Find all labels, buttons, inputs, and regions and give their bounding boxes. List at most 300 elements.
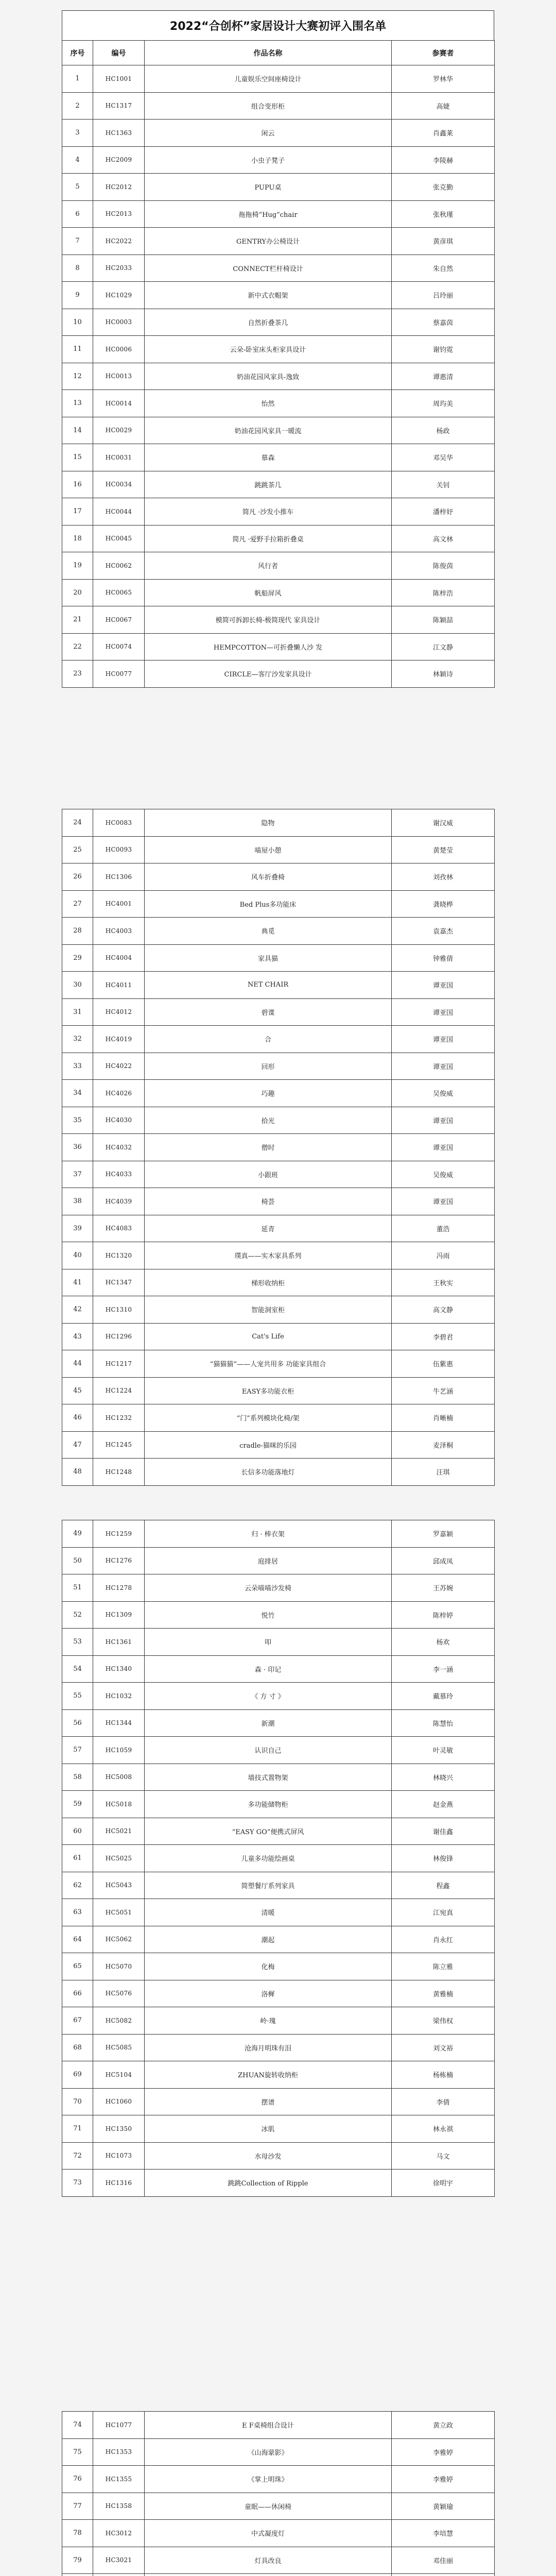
row-name: GENTRY办公椅设计 — [145, 228, 392, 255]
row-author: 江文静 — [392, 633, 495, 660]
row-code: HC1363 — [93, 120, 145, 147]
row-code: HC1317 — [93, 92, 145, 120]
row-no: 60 — [62, 1818, 93, 1845]
row-name: 风车折叠椅 — [145, 863, 392, 891]
row-author: 谭亚国 — [392, 1053, 495, 1080]
row-name: 自然折叠茶几 — [145, 309, 392, 336]
table-row — [62, 1709, 495, 1737]
table-row — [62, 579, 495, 606]
table-row — [62, 390, 495, 417]
table-row — [62, 1350, 495, 1378]
row-name: 拖拖椅“Hug”chair — [145, 200, 392, 228]
row-code: HC0074 — [93, 633, 145, 660]
row-code: HC0006 — [93, 336, 145, 363]
row-code: HC1340 — [93, 1655, 145, 1683]
row-name: 组合变形柜 — [145, 92, 392, 120]
row-name: 隐物 — [145, 809, 392, 837]
row-no: 73 — [62, 2170, 93, 2197]
row-author: 麦泽桐 — [392, 1431, 495, 1459]
row-code: HC5070 — [93, 1953, 145, 1980]
row-code: HC1361 — [93, 1629, 145, 1656]
table-row — [62, 1107, 495, 1134]
row-name: 冰肌 — [145, 2115, 392, 2143]
table-row — [62, 309, 495, 336]
row-code: HC0083 — [93, 809, 145, 837]
row-code: HC4033 — [93, 1161, 145, 1188]
row-name: 摆谱 — [145, 2088, 392, 2115]
row-code: HC5021 — [93, 1818, 145, 1845]
row-author: 林晓兴 — [392, 1764, 495, 1791]
row-author: 关钊 — [392, 471, 495, 498]
table-row — [62, 972, 495, 999]
row-name: 延青 — [145, 1215, 392, 1242]
table-body-section-3 — [62, 1520, 495, 2197]
row-author: 牛艺涵 — [392, 1377, 495, 1404]
row-code: HC0077 — [93, 660, 145, 688]
table-body-section-1 — [62, 65, 495, 688]
row-name: 拾光 — [145, 1107, 392, 1134]
row-author: 刘文裕 — [392, 2034, 495, 2061]
row-code: HC4039 — [93, 1188, 145, 1215]
row-no: 57 — [62, 1737, 93, 1764]
row-name: 叩 — [145, 1629, 392, 1656]
row-code: HC5025 — [93, 1845, 145, 1872]
row-author: 李一涵 — [392, 1655, 495, 1683]
row-author: 黄立政 — [392, 2412, 495, 2439]
row-name: 怡然 — [145, 390, 392, 417]
row-name: 墙技式置物架 — [145, 1764, 392, 1791]
row-name: 庭排居 — [145, 1547, 392, 1574]
row-no: 72 — [62, 2142, 93, 2170]
row-author: 王苏婉 — [392, 1574, 495, 1602]
header-name: 作品名称 — [145, 41, 392, 65]
row-name: EASY多功能衣柜 — [145, 1377, 392, 1404]
table-row — [62, 1953, 495, 1980]
table-row — [62, 417, 495, 444]
row-author: 冯雨 — [392, 1242, 495, 1269]
row-author: 谭亚国 — [392, 998, 495, 1026]
row-code: HC1353 — [93, 2438, 145, 2466]
row-author: 邓吴华 — [392, 444, 495, 471]
row-author: 李雅婷 — [392, 2466, 495, 2493]
row-code: HC0029 — [93, 417, 145, 444]
row-author: 李倩 — [392, 2088, 495, 2115]
row-no: 40 — [62, 1242, 93, 1269]
row-author: 林俊锋 — [392, 1845, 495, 1872]
table-row — [62, 836, 495, 863]
row-code: HC1001 — [93, 65, 145, 93]
table-row — [62, 2547, 495, 2574]
row-code: HC0014 — [93, 390, 145, 417]
table-row — [62, 1601, 495, 1629]
row-no — [62, 2574, 93, 2576]
row-no: 38 — [62, 1188, 93, 1215]
row-name: 僧时 — [145, 1134, 392, 1161]
table-row — [62, 606, 495, 634]
row-author: 黄颖瑜 — [392, 2493, 495, 2520]
row-name: ZHUAN旋转收纳柜 — [145, 2061, 392, 2089]
row-no: 78 — [62, 2520, 93, 2547]
row-no: 44 — [62, 1350, 93, 1378]
row-name: 新中式衣帽架 — [145, 282, 392, 309]
table-row — [62, 1161, 495, 1188]
row-code: HC4032 — [93, 1134, 145, 1161]
table-row — [62, 1520, 495, 1548]
row-name: 简塑餐厅系列家具 — [145, 1872, 392, 1899]
list-sheet-1 — [62, 10, 494, 688]
row-name: 云朵-卧室床头柜家具设计 — [145, 336, 392, 363]
table-row — [62, 2574, 495, 2576]
list-sheet-2 — [62, 809, 494, 1486]
row-code: HC1355 — [93, 2466, 145, 2493]
table-row — [62, 1926, 495, 1953]
table-row — [62, 1323, 495, 1350]
table-row — [62, 1053, 495, 1080]
row-no: 35 — [62, 1107, 93, 1134]
row-code: HC5076 — [93, 1980, 145, 2007]
row-name: 灯具改良 — [145, 2547, 392, 2574]
row-author: 张克勤 — [392, 174, 495, 201]
row-code: HC1306 — [93, 863, 145, 891]
table-row — [62, 2007, 495, 2035]
row-author: 黄彦琪 — [392, 228, 495, 255]
table-row — [62, 2170, 495, 2197]
table-row — [62, 1080, 495, 1107]
row-author: 戴慕玲 — [392, 1683, 495, 1710]
row-no: 33 — [62, 1053, 93, 1080]
row-author: 吴俊威 — [392, 1080, 495, 1107]
row-no: 21 — [62, 606, 93, 634]
row-author: 汪琪 — [392, 1459, 495, 1486]
row-name: 森 · 印记 — [145, 1655, 392, 1683]
row-code: HC1232 — [93, 1404, 145, 1432]
shortlist-table — [62, 1520, 495, 2197]
list-sheet-3 — [62, 1520, 494, 2197]
row-name: HEMPCOTTON—可折叠懒人沙 发 — [145, 633, 392, 660]
row-no: 77 — [62, 2493, 93, 2520]
row-code: HC1077 — [93, 2412, 145, 2439]
row-name: 云朵喵喵沙发椅 — [145, 1574, 392, 1602]
row-no: 1 — [62, 65, 93, 93]
row-author: 李碧君 — [392, 1323, 495, 1350]
row-no: 67 — [62, 2007, 93, 2035]
row-author: 叶灵敏 — [392, 1737, 495, 1764]
row-author: 杨欢 — [392, 1629, 495, 1656]
row-author: 谢汉威 — [392, 809, 495, 837]
table-row — [62, 92, 495, 120]
row-name: 新潮 — [145, 1709, 392, 1737]
row-author: 高文林 — [392, 525, 495, 552]
row-no: 79 — [62, 2547, 93, 2574]
table-row — [62, 809, 495, 837]
row-author: 蔡嘉茵 — [392, 309, 495, 336]
row-code: HC1310 — [93, 1296, 145, 1324]
row-author: 李培慧 — [392, 2520, 495, 2547]
row-name: 童眠——休闲椅 — [145, 2493, 392, 2520]
row-code: HC4003 — [93, 918, 145, 945]
row-no: 49 — [62, 1520, 93, 1548]
row-name: 水母沙发 — [145, 2142, 392, 2170]
row-author: 谭亚国 — [392, 1107, 495, 1134]
shortlist-table — [62, 2411, 495, 2576]
row-name: 巧趣 — [145, 1080, 392, 1107]
table-row — [62, 2142, 495, 2170]
row-no: 46 — [62, 1404, 93, 1432]
row-name: 璞真——实木家具系列 — [145, 1242, 392, 1269]
row-author: 陈梓婷 — [392, 1601, 495, 1629]
row-code: HC1278 — [93, 1574, 145, 1602]
table-row — [62, 2088, 495, 2115]
table-row — [62, 146, 495, 174]
row-no: 75 — [62, 2438, 93, 2466]
row-code: HC0093 — [93, 836, 145, 863]
row-name: PUPU桌 — [145, 174, 392, 201]
table-row — [62, 2466, 495, 2493]
row-no: 71 — [62, 2115, 93, 2143]
row-code: HC1032 — [93, 1683, 145, 1710]
shortlist-table — [62, 40, 495, 688]
table-row — [62, 200, 495, 228]
row-no: 20 — [62, 579, 93, 606]
row-name: 《山海蒙影》 — [145, 2438, 392, 2466]
table-row — [62, 633, 495, 660]
row-name: 椅荟 — [145, 1188, 392, 1215]
table-row — [62, 552, 495, 580]
row-author: 谭亚国 — [392, 972, 495, 999]
table-row — [62, 918, 495, 945]
row-code: HC5043 — [93, 1872, 145, 1899]
row-author: 刘孜林 — [392, 863, 495, 891]
row-no: 54 — [62, 1655, 93, 1683]
row-no: 14 — [62, 417, 93, 444]
row-code: HC1316 — [93, 2170, 145, 2197]
row-no: 48 — [62, 1459, 93, 1486]
table-row — [62, 660, 495, 688]
row-code: HC2012 — [93, 174, 145, 201]
row-name: NET CHAIR — [145, 972, 392, 999]
row-code: HC1224 — [93, 1377, 145, 1404]
header-author: 参赛者 — [392, 41, 495, 65]
row-no: 19 — [62, 552, 93, 580]
table-row — [62, 1845, 495, 1872]
row-no: 7 — [62, 228, 93, 255]
row-code: HC1347 — [93, 1269, 145, 1296]
row-code: HC1217 — [93, 1350, 145, 1378]
table-row — [62, 525, 495, 552]
row-code: HC0003 — [93, 309, 145, 336]
row-code: HC0062 — [93, 552, 145, 580]
header-no: 序号 — [62, 41, 93, 65]
table-row — [62, 1269, 495, 1296]
table-row — [62, 1188, 495, 1215]
row-no: 37 — [62, 1161, 93, 1188]
row-code: HC4004 — [93, 944, 145, 972]
table-row — [62, 120, 495, 147]
row-name: 梯形收纳柜 — [145, 1269, 392, 1296]
row-no: 66 — [62, 1980, 93, 2007]
table-header-row — [62, 41, 495, 65]
row-code: HC1350 — [93, 2115, 145, 2143]
row-name: 奶油花园风家具-逸致 — [145, 363, 392, 390]
row-name: 喵屋小憩 — [145, 836, 392, 863]
row-author: 谭亚国 — [392, 1134, 495, 1161]
row-no: 2 — [62, 92, 93, 120]
row-author: 李雅婷 — [392, 2438, 495, 2466]
row-code: HC1248 — [93, 1459, 145, 1486]
row-no: 13 — [62, 390, 93, 417]
row-name: 归 · 棒衣架 — [145, 1520, 392, 1548]
table-row — [62, 1404, 495, 1432]
row-code: HC3012 — [93, 2520, 145, 2547]
row-name: 典觅 — [145, 918, 392, 945]
row-author: 江宛真 — [392, 1899, 495, 1926]
row-code: HC1344 — [93, 1709, 145, 1737]
row-author: 肖晰楠 — [392, 1404, 495, 1432]
table-row — [62, 2438, 495, 2466]
table-row — [62, 1431, 495, 1459]
row-name: 简凡 ·沙发小推车 — [145, 498, 392, 526]
row-no: 4 — [62, 146, 93, 174]
row-code: HC0013 — [93, 363, 145, 390]
row-author: 林颖诗 — [392, 660, 495, 688]
row-code: HC0065 — [93, 579, 145, 606]
table-row — [62, 228, 495, 255]
row-author: 陈立雅 — [392, 1953, 495, 1980]
row-no: 26 — [62, 863, 93, 891]
row-author: 龚晓桦 — [392, 890, 495, 918]
row-author: 杨栋楠 — [392, 2061, 495, 2089]
table-row — [62, 65, 495, 93]
row-code: HC1320 — [93, 1242, 145, 1269]
row-name: 合 — [145, 1026, 392, 1053]
row-name: cradle-猫咪的乐园 — [145, 1431, 392, 1459]
row-author: 潘梓妤 — [392, 498, 495, 526]
row-no: 15 — [62, 444, 93, 471]
table-row — [62, 944, 495, 972]
row-author: 谢佳鑫 — [392, 1818, 495, 1845]
row-no: 12 — [62, 363, 93, 390]
row-code: HC4030 — [93, 1107, 145, 1134]
row-name: 模简可拆卸长椅-极简现代 家具设计 — [145, 606, 392, 634]
row-code: HC2009 — [93, 146, 145, 174]
row-name: “猫猫猫”——人宠共用多 功能家具组合 — [145, 1350, 392, 1378]
table-row — [62, 336, 495, 363]
row-code: HC0031 — [93, 444, 145, 471]
table-row — [62, 255, 495, 282]
table-row — [62, 498, 495, 526]
row-author: 邱成凤 — [392, 1547, 495, 1574]
row-author: 肖鑫莱 — [392, 120, 495, 147]
row-no: 70 — [62, 2088, 93, 2115]
row-no: 47 — [62, 1431, 93, 1459]
table-row — [62, 471, 495, 498]
row-name: 认识自己 — [145, 1737, 392, 1764]
row-name: 风行者 — [145, 552, 392, 580]
row-no: 64 — [62, 1926, 93, 1953]
row-author: 肖永红 — [392, 1926, 495, 1953]
row-no: 52 — [62, 1601, 93, 1629]
row-code — [93, 2574, 145, 2576]
table-row — [62, 1026, 495, 1053]
row-code: HC1309 — [93, 1601, 145, 1629]
row-name: CONNECT栏杆椅设计 — [145, 255, 392, 282]
row-no: 32 — [62, 1026, 93, 1053]
row-code: HC1296 — [93, 1323, 145, 1350]
row-code: HC1029 — [93, 282, 145, 309]
table-row — [62, 890, 495, 918]
row-name: 悦竹 — [145, 1601, 392, 1629]
table-body-section-4 — [62, 2412, 495, 2576]
row-no: 43 — [62, 1323, 93, 1350]
row-code: HC1059 — [93, 1737, 145, 1764]
shortlist-table — [62, 809, 495, 1486]
row-author: 赵金燕 — [392, 1791, 495, 1818]
row-author: 罗嘉颖 — [392, 1520, 495, 1548]
row-name: 儿童娱乐空间座椅设计 — [145, 65, 392, 93]
table-row — [62, 1377, 495, 1404]
row-no: 11 — [62, 336, 93, 363]
table-row — [62, 1296, 495, 1324]
row-author: 王秋实 — [392, 1269, 495, 1296]
row-author: 谭亚国 — [392, 1188, 495, 1215]
row-author: 钟雅倩 — [392, 944, 495, 972]
row-no: 74 — [62, 2412, 93, 2439]
table-row — [62, 1899, 495, 1926]
row-no: 5 — [62, 174, 93, 201]
row-name: “EASY GO”便携式屏风 — [145, 1818, 392, 1845]
row-author: 李陵赫 — [392, 146, 495, 174]
row-no: 59 — [62, 1791, 93, 1818]
row-no: 10 — [62, 309, 93, 336]
table-row — [62, 1791, 495, 1818]
row-code: HC5008 — [93, 1764, 145, 1791]
table-row — [62, 1872, 495, 1899]
row-no: 68 — [62, 2034, 93, 2061]
table-row — [62, 2061, 495, 2089]
row-code: HC2013 — [93, 200, 145, 228]
row-author: 朱自然 — [392, 255, 495, 282]
row-code: HC5104 — [93, 2061, 145, 2089]
table-row — [62, 2115, 495, 2143]
row-code: HC1276 — [93, 1547, 145, 1574]
row-name: E F桌椅组合设计 — [145, 2412, 392, 2439]
row-code: HC4001 — [93, 890, 145, 918]
row-author: 吕玲丽 — [392, 282, 495, 309]
row-name: 《 方 寸 》 — [145, 1683, 392, 1710]
row-no: 55 — [62, 1683, 93, 1710]
row-code: HC0045 — [93, 525, 145, 552]
row-code: HC5018 — [93, 1791, 145, 1818]
row-name: 慕森 — [145, 444, 392, 471]
row-no: 29 — [62, 944, 93, 972]
row-author: 谭亚国 — [392, 1026, 495, 1053]
row-no: 22 — [62, 633, 93, 660]
table-row — [62, 1655, 495, 1683]
row-author: 陈慧怡 — [392, 1709, 495, 1737]
table-row — [62, 1215, 495, 1242]
row-author: 邓佳丽 — [392, 2547, 495, 2574]
row-code: HC1060 — [93, 2088, 145, 2115]
row-no: 58 — [62, 1764, 93, 1791]
row-code: HC1259 — [93, 1520, 145, 1548]
table-row — [62, 998, 495, 1026]
row-author: 袁嘉杰 — [392, 918, 495, 945]
row-no: 41 — [62, 1269, 93, 1296]
row-name: 《掌上明珠》 — [145, 2466, 392, 2493]
row-name: 简凡 ·爱野手拉箱折叠桌 — [145, 525, 392, 552]
row-no: 28 — [62, 918, 93, 945]
row-name — [145, 2574, 392, 2576]
